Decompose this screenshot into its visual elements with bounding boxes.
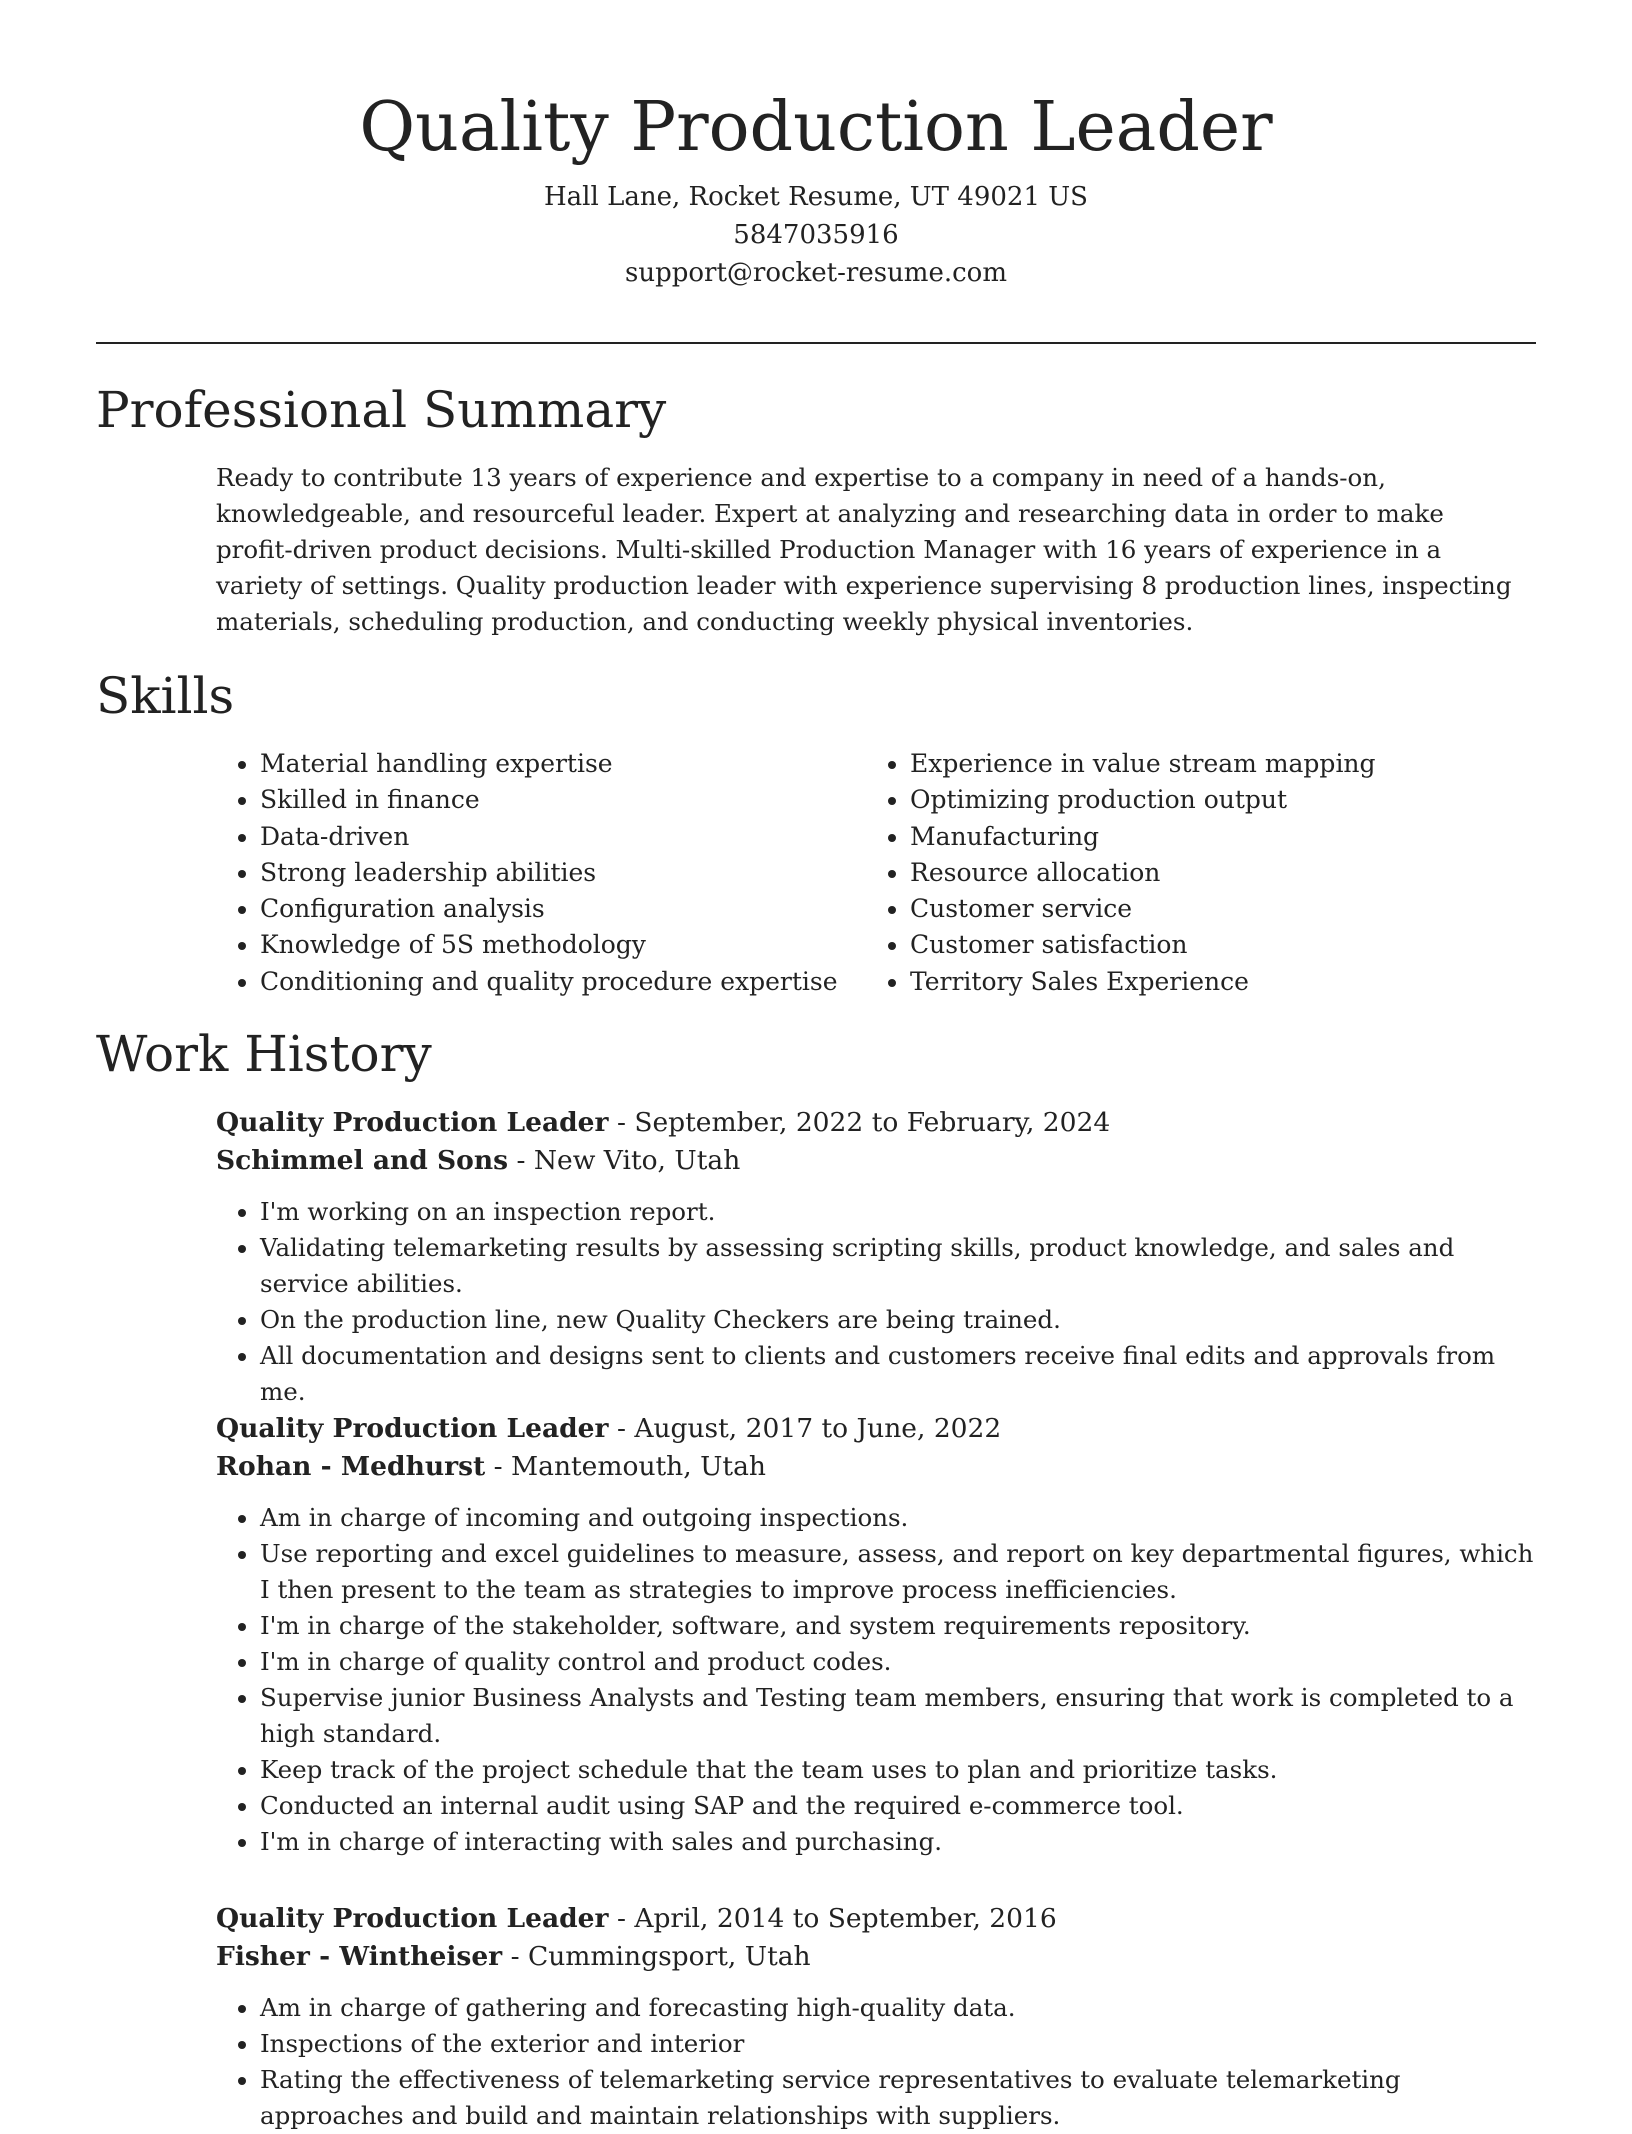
job-bullet: • Rating the effectiveness of telemarketing service representatives to evaluate telemarketing approaches and build and maintain relationships with suppliers. xyxy=(260,2062,1536,2134)
phone: 5847035916 xyxy=(733,220,899,250)
job-company-line xyxy=(216,1448,1536,1486)
job-company: Fisher - Wintheiser xyxy=(216,1941,503,1972)
job-bullet: • Use reporting and excel guidelines to measure, assess, and report on key departmental figures, which I then present to the team as strategies to improve process inefficiencies. xyxy=(260,1536,1536,1608)
skill-item: • Experience in value stream mapping xyxy=(910,746,1550,782)
skills-list-right xyxy=(866,746,1550,1000)
job-bullet: • I'm in charge of interacting with sales and purchasing. xyxy=(260,1824,1536,1860)
job-bullet: • I'm working on an inspection report. xyxy=(260,1194,1536,1230)
skill-item: • Data-driven xyxy=(260,819,880,855)
address: Hall Lane, Rocket Resume, UT 49021 US xyxy=(544,182,1088,212)
job-bullet: • I'm in charge of the stakeholder, software, and system requirements repository. xyxy=(260,1608,1536,1644)
job-location: - Cummingsport, Utah xyxy=(502,1941,811,1972)
skill-item: • Knowledge of 5S methodology xyxy=(260,927,880,963)
job-title-line xyxy=(216,1104,1536,1142)
summary-heading: Professional Summary xyxy=(96,381,667,439)
job-bullet: • Validating telemarketing results by assessing scripting skills, product knowledge, and sales and service abilities. xyxy=(260,1230,1536,1302)
job-role: Quality Production Leader xyxy=(216,1107,609,1138)
skill-item: • Customer service xyxy=(910,891,1550,927)
job-bullet: • Supervise junior Business Analysts and Testing team members, ensuring that work is completed to a high standard. xyxy=(260,1680,1536,1752)
job-dates: - April, 2014 to September, 2016 xyxy=(608,1903,1057,1934)
skill-item: • Material handling expertise xyxy=(260,746,880,782)
skills-heading: Skills xyxy=(96,667,235,725)
job-entry xyxy=(216,1410,1536,1860)
work-history-heading: Work History xyxy=(96,1025,432,1083)
candidate-name: Quality Production Leader xyxy=(359,88,1273,167)
job-entry xyxy=(216,1900,1536,2134)
job-company-line xyxy=(216,1142,1536,1180)
skill-item: • Skilled in finance xyxy=(260,782,880,818)
job-bullet: • On the production line, new Quality Checkers are being trained. xyxy=(260,1302,1536,1338)
job-bullet: • All documentation and designs sent to clients and customers receive final edits and approvals from me. xyxy=(260,1338,1536,1410)
job-role: Quality Production Leader xyxy=(216,1413,609,1444)
job-company-line xyxy=(216,1938,1536,1976)
skill-item: • Resource allocation xyxy=(910,855,1550,891)
job-entry xyxy=(216,1104,1536,1410)
resume-header xyxy=(0,0,1632,292)
skill-item: • Conditioning and quality procedure expertise xyxy=(260,964,880,1000)
summary-text: Ready to contribute 13 years of experience and expertise to a company in need of a hands-on, knowledgeable, and resourceful leader. Expert at analyzing and researching data in order to make profit-driven product decisions. Multi-skilled Production Manager with 16 years of experience in a variety of settings. Quality production leader with experience supervising 8 production lines, inspecting materials, scheduling production, and conducting weekly physical inventories. xyxy=(216,463,1512,636)
skill-item: • Manufacturing xyxy=(910,819,1550,855)
skill-item: • Strong leadership abilities xyxy=(260,855,880,891)
job-location: - New Vito, Utah xyxy=(508,1145,741,1176)
contact-info xyxy=(0,178,1632,292)
skill-item: • Customer satisfaction xyxy=(910,927,1550,963)
job-bullet: • Am in charge of incoming and outgoing inspections. xyxy=(260,1500,1536,1536)
skill-item: • Territory Sales Experience xyxy=(910,964,1550,1000)
job-location: - Mantemouth, Utah xyxy=(485,1451,766,1482)
job-role: Quality Production Leader xyxy=(216,1903,609,1934)
job-dates: - August, 2017 to June, 2022 xyxy=(608,1413,1002,1444)
job-bullet: • Am in charge of gathering and forecasting high-quality data. xyxy=(260,1990,1536,2026)
header-divider xyxy=(96,342,1536,344)
job-bullets xyxy=(216,1194,1536,1410)
job-company: Schimmel and Sons xyxy=(216,1145,509,1176)
job-bullet: • Conducted an internal audit using SAP and the required e-commerce tool. xyxy=(260,1788,1536,1824)
job-bullet: • Keep track of the project schedule that the team uses to plan and prioritize tasks. xyxy=(260,1752,1536,1788)
job-title-line xyxy=(216,1900,1536,1938)
skill-item: • Configuration analysis xyxy=(260,891,880,927)
job-bullets xyxy=(216,1500,1536,1860)
skills-list-left xyxy=(216,746,880,1000)
skill-item: • Optimizing production output xyxy=(910,782,1550,818)
job-bullets xyxy=(216,1990,1536,2134)
job-bullet: • Inspections of the exterior and interior xyxy=(260,2026,1536,2062)
job-dates: - September, 2022 to February, 2024 xyxy=(608,1107,1111,1138)
job-title-line xyxy=(216,1410,1536,1448)
email: support@rocket-resume.com xyxy=(624,258,1007,288)
job-bullet: • I'm in charge of quality control and product codes. xyxy=(260,1644,1536,1680)
job-company: Rohan - Medhurst xyxy=(216,1451,486,1482)
